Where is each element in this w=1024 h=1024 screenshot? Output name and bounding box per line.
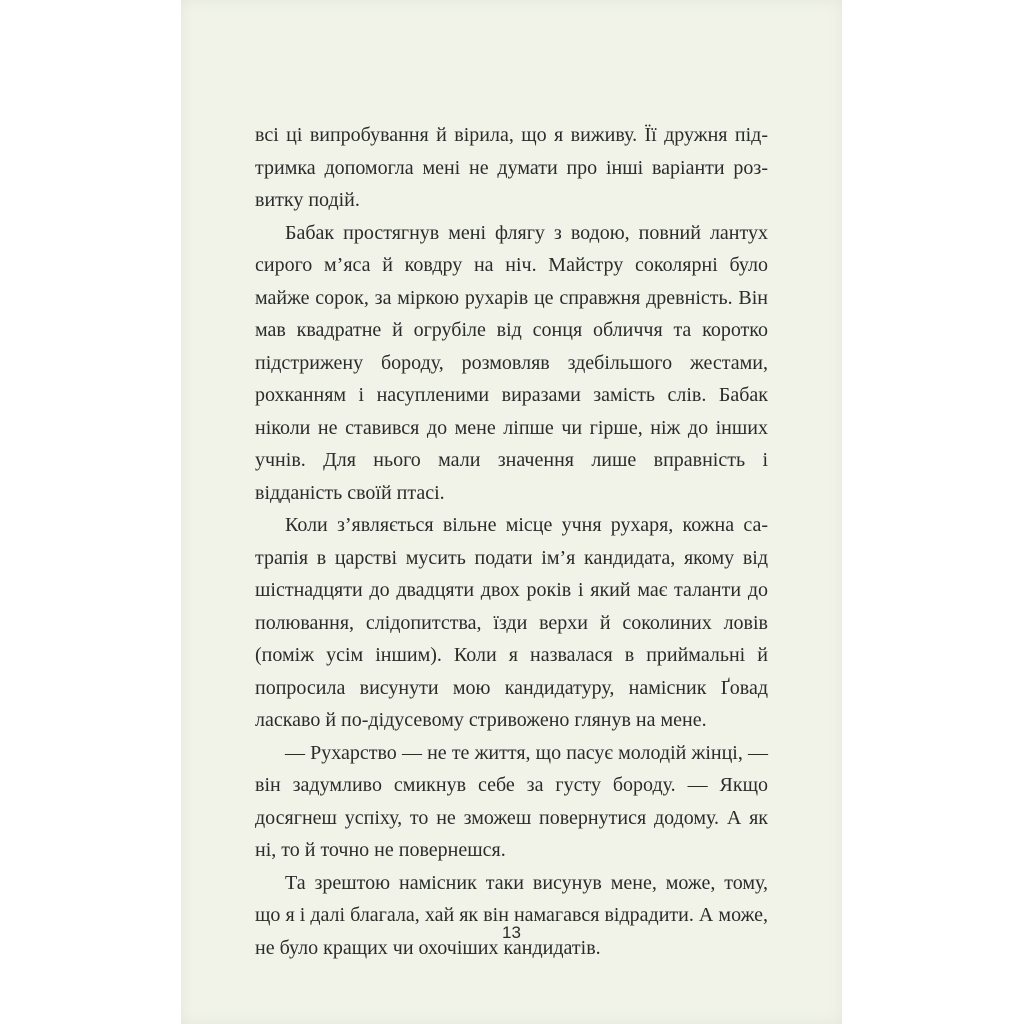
- paragraph-3: Коли з’являється вільне місце учня рухаря, кожна сатрапія в царстві мусить подати ім’я кандидата, якому від шістнадцяти до двадцяти двох років і який має таланти до полювання, слідопитства, їзди верхи й соколиних ловів (поміж усім іншим). Коли я назвалася в приймальні й попросила висунути мою кандидатуру, намісник Ґовад ласкаво й по-дідусевому стривожено глянув на мене.: [255, 514, 768, 731]
- paragraph-4-dialogue: — Рухарство — не те життя, що пасує молодій жінці, — він задумливо смикнув себе за густу бороду. — Якщо досягнеш успіху, то не зможеш повернутися додому. А як ні, то й точно не повернешся.: [255, 741, 768, 861]
- paragraph-5: Та зрештою намісник таки висунув мене, може, тому, що я і далі благала, хай як він намагався відрадити. А може, не було кращих чи охочіших кандидатів.: [255, 871, 768, 959]
- paragraph-1: всі ці випробування й вірила, що я виживу. Її дружня підтримка допомогла мені не думати про інші варіанти розвитку подій.: [255, 124, 768, 211]
- page-number: 13: [502, 923, 521, 942]
- paragraph-2: Бабак простягнув мені флягу з водою, повний лантух сирого м’яса й ковдру на ніч. Майстру соколярні було майже сорок, за міркою рухарів це справжня древність. Він мав квадратне й огрубіле від сонця обличчя та коротко підстрижену бороду, розмовляв здебільшого жестами, рохканням і насупленими виразами замість слів. Бабак ніколи не ставився до мене ліпше чи гірше, ніж до інших учнів. Для нього мали значення лише вправність і відданість своїй птасі.: [255, 221, 768, 504]
- page-body-text: [255, 119, 768, 964]
- book-page: [181, 0, 842, 1024]
